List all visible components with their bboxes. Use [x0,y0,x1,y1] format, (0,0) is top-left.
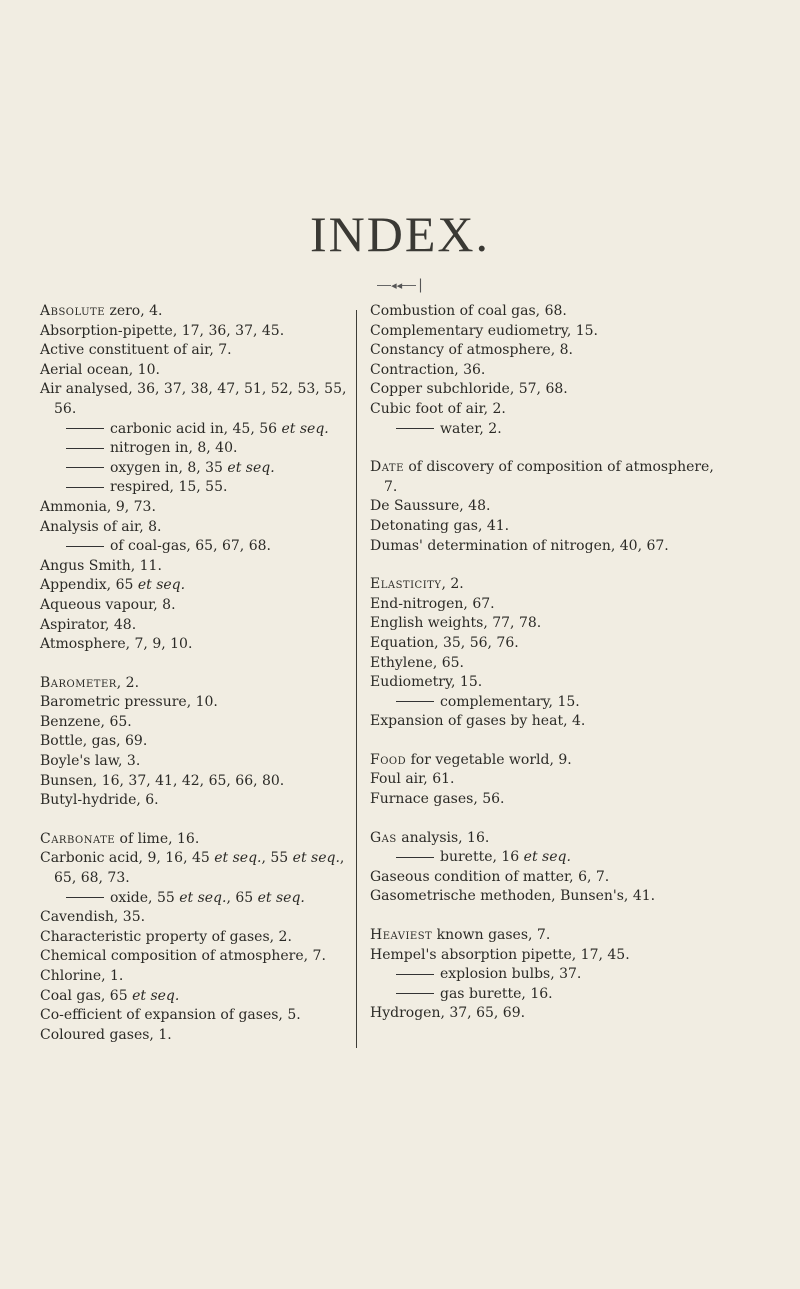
index-entry: Angus Smith, 11. [40,557,162,574]
index-entry: Air analysed, 36, 37, 38, 47, 51, 52, 53, 55, 56. [40,381,347,417]
index-entry: Benzene, 65. [40,713,132,730]
index-entry: oxygen in, 8, 35 et seq. [40,459,370,479]
index-group-f [370,751,730,810]
ditto-dash [396,701,434,702]
ditto-dash [396,857,434,858]
column-divider [356,310,357,1048]
index-entry: of coal-gas, 65, 67, 68. [40,537,370,557]
index-entry: Aerial ocean, 10. [40,361,160,378]
index-entry: Equation, 35, 56, 76. [370,634,519,651]
index-entry: Coal gas, 65 et seq. [40,987,180,1004]
index-entry: Ammonia, 9, 73. [40,498,156,515]
index-entry: Gas analysis, 16. [370,829,490,846]
index-entry: Complementary eudiometry, 15. [370,322,599,339]
index-entry: Aspirator, 48. [40,616,137,633]
index-entry: respired, 15, 55. [40,478,370,498]
index-group-e [370,575,730,732]
index-entry: Gasometrische methoden, Bunsen's, 41. [370,888,656,905]
index-entry: Coloured gases, 1. [40,1026,172,1043]
ditto-dash [66,448,104,449]
index-entry: Elasticity, 2. [370,576,464,593]
index-entry: burette, 16 et seq. [370,848,730,868]
index-entry: Ethylene, 65. [370,654,465,671]
index-group-g [370,829,730,907]
ditto-dash [66,546,104,547]
ditto-dash [66,467,104,468]
index-entry: Copper subchloride, 57, 68. [370,381,568,398]
index-group-a [40,302,370,655]
index-entry: Analysis of air, 8. [40,518,162,535]
index-entry: Cubic foot of air, 2. [370,400,506,417]
index-entry: nitrogen in, 8, 40. [40,439,370,459]
index-entry: Expansion of gases by heat, 4. [370,713,586,730]
index-entry: Absolute zero, 4. [40,303,163,319]
index-entry: Foul air, 61. [370,771,455,788]
ditto-dash [396,428,434,429]
index-entry: Eudiometry, 15. [370,674,483,691]
index-entry: End-nitrogen, 67. [370,595,495,612]
index-entry: Dumas' determination of nitrogen, 40, 67. [370,537,669,554]
index-entry: Chlorine, 1. [40,968,124,984]
ornament-divider: ◂◂ | [0,277,800,293]
index-entry: complementary, 15. [370,693,730,713]
index-entry: Active constituent of air, 7. [40,342,232,359]
index-entry: Absorption-pipette, 17, 36, 37, 45. [40,322,285,339]
index-entry: Cavendish, 35. [40,909,146,926]
index-entry: Gaseous condition of matter, 6, 7. [370,868,610,885]
index-entry: Hydrogen, 37, 65, 69. [370,1005,526,1022]
index-entry: Characteristic property of gases, 2. [40,928,292,945]
index-entry: Bunsen, 16, 37, 41, 42, 65, 66, 80. [40,772,285,789]
index-entry: oxide, 55 et seq., 65 et seq. [40,889,370,909]
index-entry: Constancy of atmosphere, 8. [370,342,573,359]
page-title: INDEX. [309,206,491,262]
index-entry: Butyl-hydride, 6. [40,792,159,809]
index-entry: De Saussure, 48. [370,498,491,515]
index-column-left [40,302,370,1045]
index-entry: water, 2. [370,420,730,440]
ditto-dash [66,428,104,429]
index-group-c-continued [370,302,730,439]
index-entry: Furnace gases, 56. [370,791,505,808]
index-entry: Combustion of coal gas, 68. [370,303,567,319]
index-entry: Carbonate of lime, 16. [40,830,200,847]
index-entry: Chemical composition of atmosphere, 7. [40,948,326,965]
index-entry: Detonating gas, 41. [370,517,510,534]
index-entry: Contraction, 36. [370,361,486,378]
index-group-b [40,674,370,811]
index-entry: Boyle's law, 3. [40,753,141,770]
index-group-c [40,830,370,1046]
ditto-dash [66,487,104,488]
index-entry: Appendix, 65 et seq. [40,577,186,594]
ditto-dash [396,993,434,994]
index-entry: Bottle, gas, 69. [40,733,148,750]
index-group-h [370,926,730,1024]
index-entry: explosion bulbs, 37. [370,965,730,985]
index-entry: Atmosphere, 7, 9, 10. [40,636,193,653]
index-entry: Carbonic acid, 9, 16, 45 et seq., 55 et seq., 65, 68, 73. [40,850,345,887]
index-group-d [370,458,730,556]
ditto-dash [66,897,104,898]
index-entry: Hempel's absorption pipette, 17, 45. [370,946,630,963]
index-entry: Co-efficient of expansion of gases, 5. [40,1007,301,1024]
index-column-right [370,302,730,1024]
index-entry: Aqueous vapour, 8. [40,596,176,613]
index-entry: Barometer, 2. [40,674,140,691]
index-entry: Date of discovery of composition of atmosphere, 7. [370,459,714,495]
index-entry: Heaviest known gases, 7. [370,927,551,944]
index-entry: Food for vegetable world, 9. [370,751,572,768]
index-entry: gas burette, 16. [370,985,730,1005]
index-entry: Barometric pressure, 10. [40,694,218,711]
index-entry: carbonic acid in, 45, 56 et seq. [40,420,370,440]
index-entry: English weights, 77, 78. [370,615,542,632]
ditto-dash [396,974,434,975]
